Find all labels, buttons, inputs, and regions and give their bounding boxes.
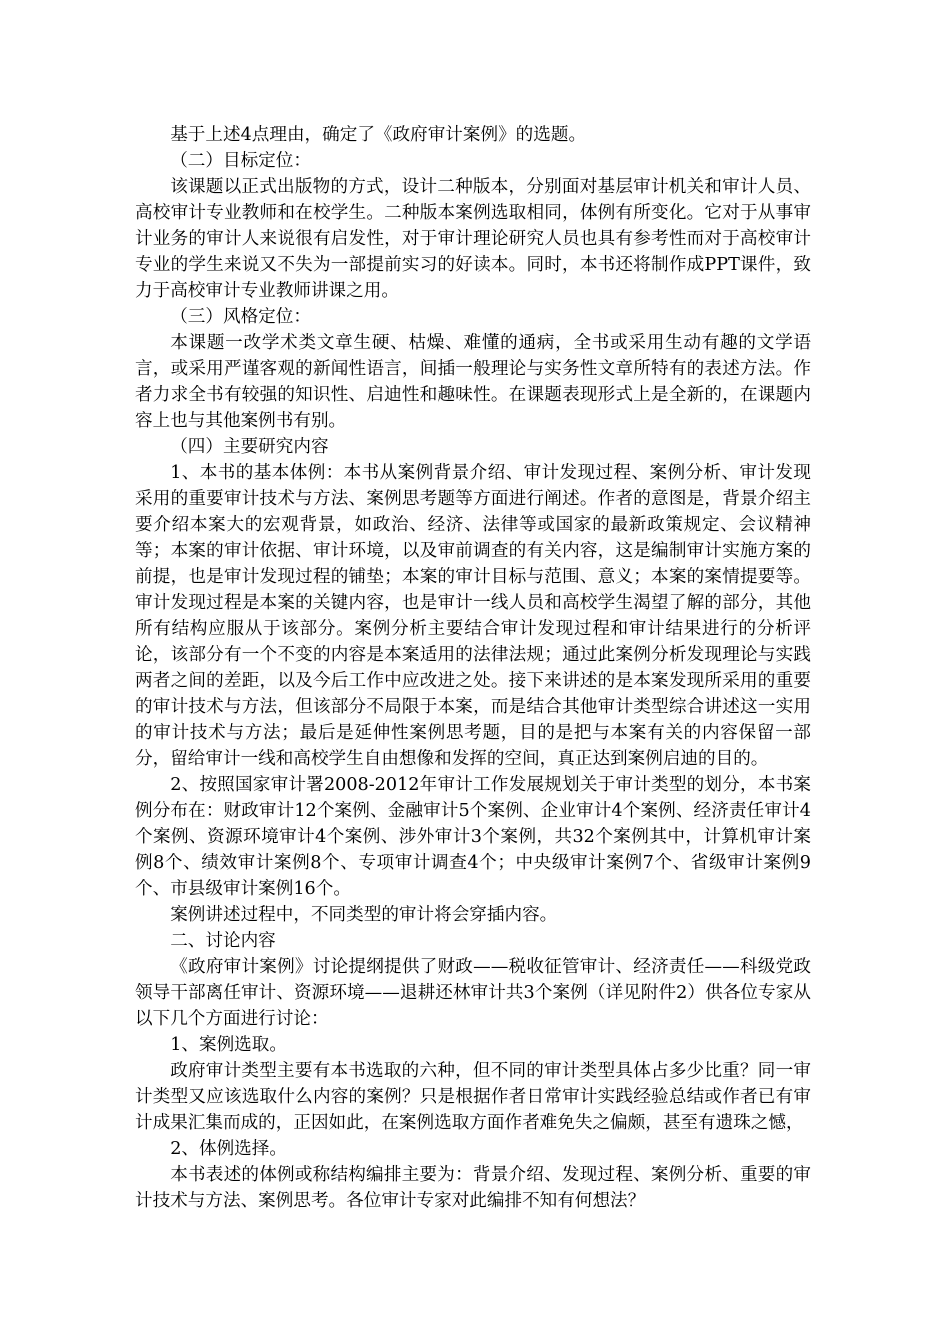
heading-target-positioning: （二）目标定位： [170, 151, 311, 171]
heading-structure-choice: 2、体例选择。 [170, 1139, 287, 1159]
paragraph-case-distribution: 2、按照国家审计署2008-2012年审计工作发展规划关于审计类型的划分，本书案例分布在：财政审计12个案例、金融审计5个案例、企业审计4个案例、经济责任审计4个案例、资源环境审计4个案例、涉外审计3个案例，共32个案例其中，计算机审计案例8个、绩效审计案例8个、专项审计调查4个；中央级审计案例7个、省级审计案例9个、市县级审计案例16个。 [135, 775, 811, 899]
document-body [135, 122, 811, 1214]
heading-discussion: 二、讨论内容 [170, 931, 276, 951]
paragraph-discussion-intro: 《政府审计案例》讨论提纲提供了财政——税收征管审计、经济责任——科级党政领导干部离任审计、资源环境——退耕还林审计共3个案例（详见附件2）供各位专家从以下几个方面进行讨论： [135, 957, 811, 1029]
heading-style-positioning: （三）风格定位： [170, 307, 311, 327]
paragraph-style-positioning: 本课题一改学术类文章生硬、枯燥、难懂的通病，全书或采用生动有趣的文学语言，或采用严谨客观的新闻性语言，间插一般理论与实务性文章所特有的表述方法。作者力求全书有较强的知识性、启迪性和趣味性。在课题表现形式上是全新的，在课题内容上也与其他案例书有别。 [135, 333, 811, 431]
paragraph-target-positioning: 该课题以正式出版物的方式，设计二种版本，分别面对基层审计机关和审计人员、高校审计专业教师和在校学生。二种版本案例选取相同，体例有所变化。它对于从事审计业务的审计人来说很有启发性，对于审计理论研究人员也具有参考性而对于高校审计专业的学生来说又不失为一部提前实习的好读本。同时，本书还将制作成PPT课件，致力于高校审计专业教师讲课之用。 [135, 177, 811, 301]
paragraph-basic-structure: 1、本书的基本体例：本书从案例背景介绍、审计发现过程、案例分析、审计发现采用的重要审计技术与方法、案例思考题等方面进行阐述。作者的意图是，背景介绍主要介绍本案大的宏观背景，如政治、经济、法律等或国家的最新政策规定、会议精神等；本案的审计依据、审计环境，以及审前调查的有关内容，这是编制审计实施方案的前提，也是审计发现过程的铺垫；本案的审计目标与范围、意义；本案的案情提要等。审计发现过程是本案的关键内容，也是审计一线人员和高校学生渴望了解的部分，其他所有结构应服从于该部分。案例分析主要结合审计发现过程和审计结果进行的分析评论，该部分有一个不变的内容是本案适用的法律法规；通过此案例分析发现理论与实践两者之间的差距，以及今后工作中应改进之处。接下来讲述的是本案发现所采用的重要的审计技术与方法，但该部分不局限于本案，而是结合其他审计类型综合讲述这一实用的审计技术与方法；最后是延伸性案例思考题，目的是把与本案有关的内容保留一部分，留给审计一线和高校学生自由想像和发挥的空间，真正达到案例启迪的目的。 [135, 463, 811, 769]
heading-case-selection: 1、案例选取。 [170, 1035, 287, 1055]
heading-main-research: （四）主要研究内容 [170, 437, 329, 457]
paragraph-structure-choice: 本书表述的体例或称结构编排主要为：背景介绍、发现过程、案例分析、重要的审计技术与方法、案例思考。各位审计专家对此编排不知有何想法？ [135, 1165, 811, 1211]
paragraph-case-narration: 案例讲述过程中，不同类型的审计将会穿插内容。 [170, 905, 558, 925]
paragraph-selection-summary: 基于上述4点理由，确定了《政府审计案例》的选题。 [170, 125, 587, 145]
paragraph-case-selection: 政府审计类型主要有本书选取的六种，但不同的审计类型具体占多少比重？同一审计类型又应该选取什么内容的案例？只是根据作者日常审计实践经验总结或作者已有审计成果汇集而成的，正因如此，在案例选取方面作者难免失之偏颇，甚至有遗珠之憾， [135, 1061, 811, 1133]
